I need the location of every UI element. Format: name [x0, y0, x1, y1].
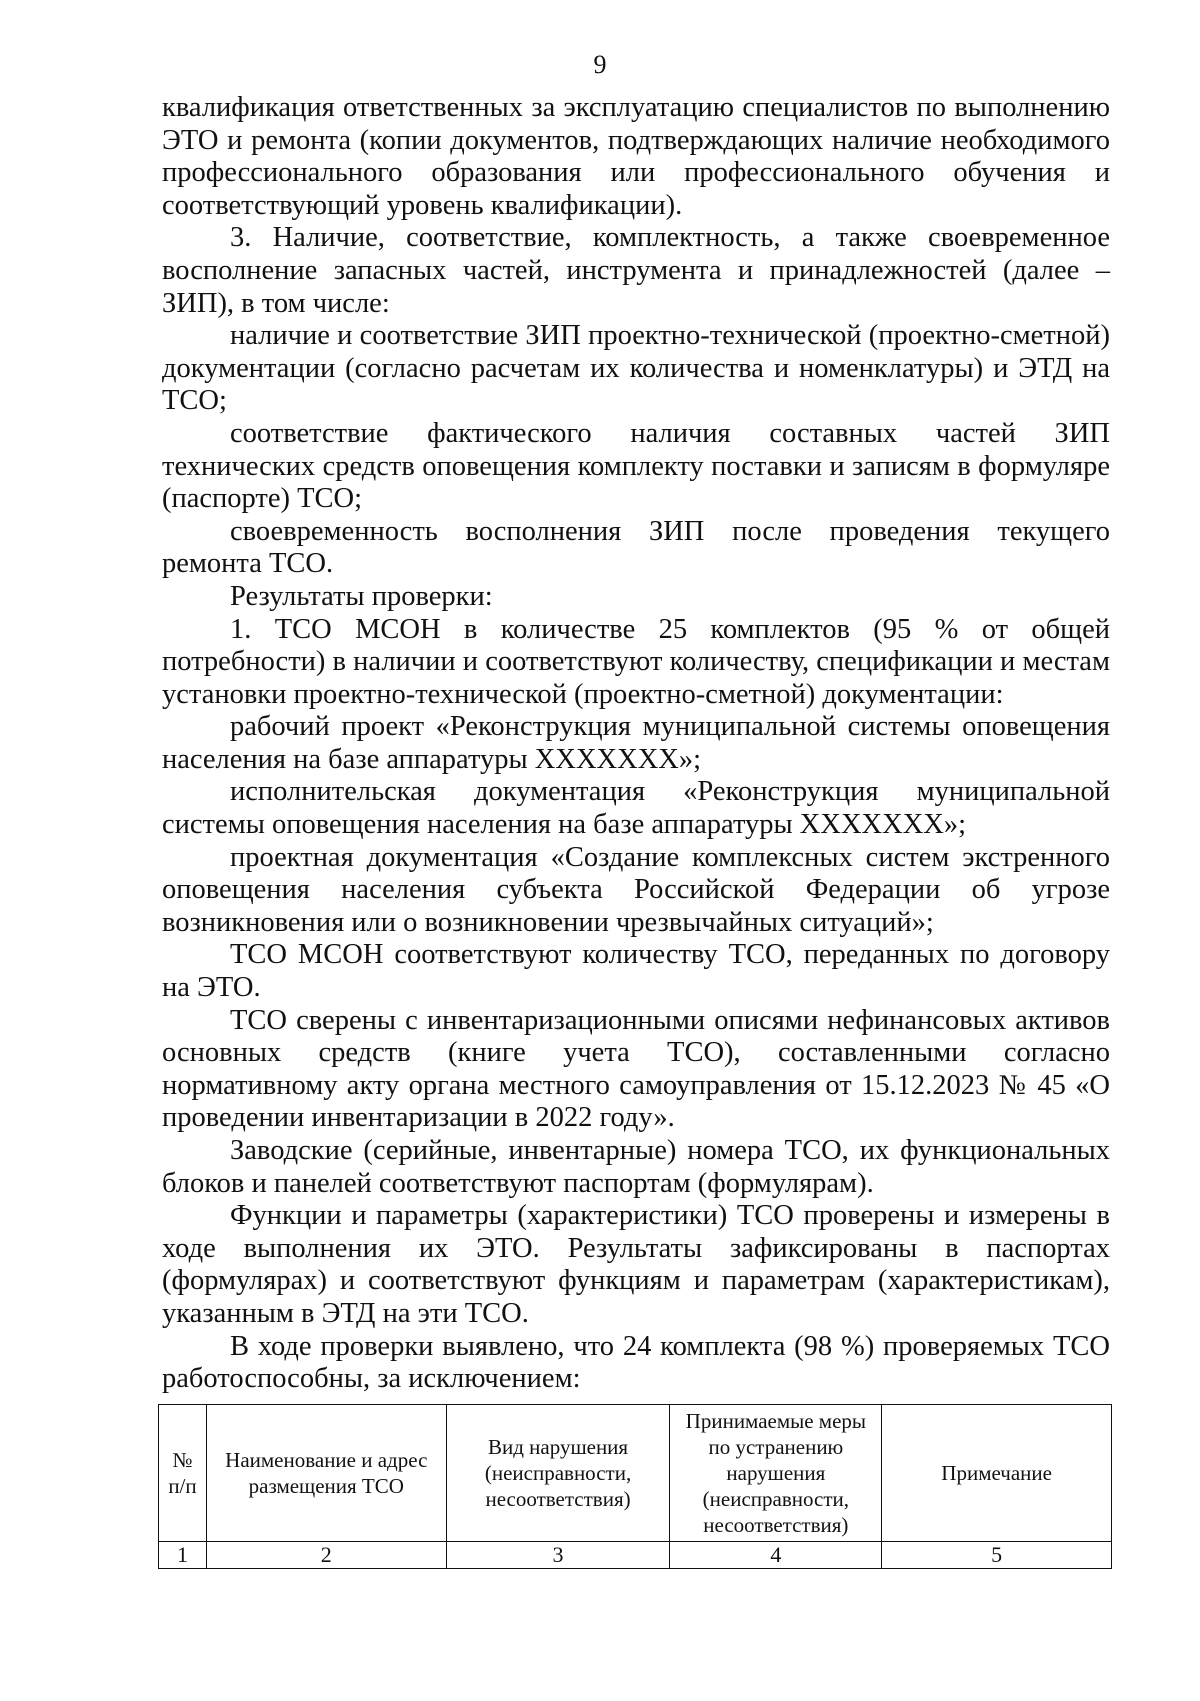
paragraph: рабочий проект «Реконструкция муниципальной системы оповещения населения на базе аппаратуры XXXXXXX»;	[162, 711, 1110, 775]
paragraph: Заводские (серийные, инвентарные) номера ТСО, их функциональных блоков и панелей соответствуют паспортам (формулярам).	[162, 1135, 1110, 1199]
paragraph: 3. Наличие, соответствие, комплектность, а также своевременное восполнение запасных частей, инструмента и принадлежностей (далее – ЗИП), в том числе:	[162, 222, 1110, 319]
violations-table	[158, 1404, 1112, 1569]
paragraph: ТСО сверены с инвентаризационными описями нефинансовых активов основных средств (книге учета ТСО), составленными согласно нормативному акту органа местного самоуправления от 15.12.2023 № 45 «О проведении инвентаризации в 2022 году».	[162, 1004, 1110, 1134]
header-measures: Принимаемые меры по устранению нарушения (неисправности, несоответствия)	[670, 1405, 882, 1542]
paragraph: 1. ТСО МСОН в количестве 25 комплектов (95 % от общей потребности) в наличии и соответствуют количеству, спецификации и местам установки проектно-технической (проектно-сметной) документации:	[162, 613, 1110, 710]
paragraph: своевременность восполнения ЗИП после проведения текущего ремонта ТСО.	[162, 515, 1110, 580]
paragraph: исполнительская документация «Реконструкция муниципальной системы оповещения населения на базе аппаратуры XXXXXXX»;	[162, 776, 1110, 841]
header-note: Примечание	[882, 1405, 1112, 1542]
column-number: 2	[206, 1542, 446, 1569]
violations-table-wrapper	[158, 1404, 1112, 1569]
paragraph: В ходе проверки выявлено, что 24 комплекта (98 %) проверяемых ТСО работоспособны, за исключением:	[162, 1330, 1110, 1395]
table-header-row	[159, 1405, 1112, 1542]
column-number: 3	[446, 1542, 670, 1569]
header-violation-type: Вид нарушения (неисправности, несоответствия)	[446, 1405, 670, 1542]
paragraph: квалификация ответственных за эксплуатацию специалистов по выполнению ЭТО и ремонта (копии документов, подтверждающих наличие необходимого профессионального образования или профессионального обучения и соответствующий уровень квалификации).	[162, 92, 1110, 221]
paragraph: ТСО МСОН соответствуют количеству ТСО, переданных по договору на ЭТО.	[162, 939, 1110, 1004]
paragraph: Результаты проверки:	[230, 580, 493, 612]
column-number: 5	[882, 1542, 1112, 1569]
page-number: 9	[593, 50, 607, 79]
paragraph: проектная документация «Создание комплексных систем экстренного оповещения населения субъекта Российской Федерации об угрозе возникновения или о возникновении чрезвычайных ситуаций»;	[162, 841, 1110, 938]
header-name-address: Наименование и адрес размещения ТСО	[206, 1405, 446, 1542]
header-number: № п/п	[159, 1405, 207, 1542]
column-number-row	[159, 1542, 1112, 1569]
paragraph: наличие и соответствие ЗИП проектно-технической (проектно-сметной) документации (согласно расчетам их количества и номенклатуры) и ЭТД на ТСО;	[162, 320, 1110, 417]
body-text	[162, 92, 1110, 1396]
column-number: 4	[670, 1542, 882, 1569]
paragraph: Функции и параметры (характеристики) ТСО проверены и измерены в ходе выполнения их ЭТО. Результаты зафиксированы в паспортах (формулярах) и соответствуют функциям и параметрам (характеристикам), указанным в ЭТД на эти ТСО.	[162, 1200, 1110, 1329]
paragraph: соответствие фактического наличия составных частей ЗИП технических средств оповещения комплекту поставки и записям в формуляре (паспорте) ТСО;	[162, 417, 1110, 515]
column-number: 1	[159, 1542, 207, 1569]
